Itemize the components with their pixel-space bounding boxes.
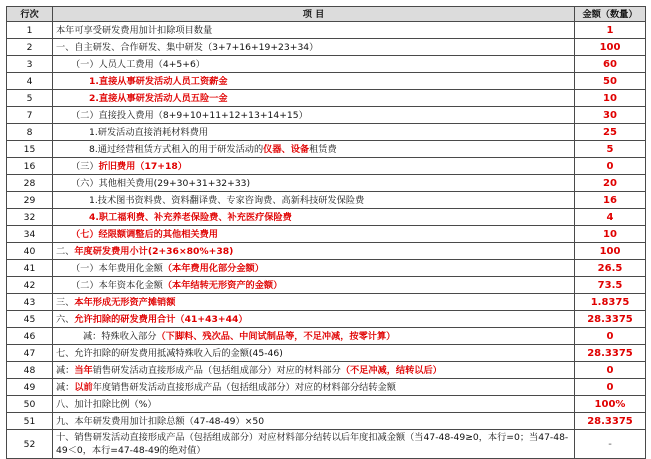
row-amount-cell: 0 [575, 328, 646, 345]
highlighted-text: 仪器、设备 [263, 143, 310, 155]
item-text: （一）本年费用化金额 [71, 262, 163, 274]
table-row [7, 22, 646, 39]
row-seq-cell: 28 [7, 175, 53, 192]
item-text: 8.通过经营租赁方式租入的用于研发活动的 [89, 143, 264, 155]
table-row [7, 107, 646, 124]
row-seq-cell: 7 [7, 107, 53, 124]
row-amount-cell: 5 [575, 141, 646, 158]
row-item-cell [53, 56, 575, 73]
row-amount-cell: 16 [575, 192, 646, 209]
row-seq-cell: 49 [7, 379, 53, 396]
row-seq-cell: 34 [7, 226, 53, 243]
row-amount-cell: 28.3375 [575, 311, 646, 328]
row-seq-cell: 50 [7, 396, 53, 413]
row-seq-cell: 45 [7, 311, 53, 328]
item-text: 年度销售研发活动直接形成产品（包括组成部分）对应的材料部分结转金额 [92, 381, 396, 393]
row-seq-cell: 5 [7, 90, 53, 107]
highlighted-text: 允许扣除的研发费用合计（41+43+44） [74, 313, 248, 325]
table-row [7, 226, 646, 243]
row-item-cell [53, 141, 575, 158]
item-text: （二）直接投入费用（8+9+10+11+12+13+14+15） [71, 109, 308, 121]
row-seq-cell: 15 [7, 141, 53, 158]
highlighted-text: （本年结转无形资产的金额） [162, 279, 283, 291]
row-seq-cell: 48 [7, 362, 53, 379]
row-item-cell [53, 158, 575, 175]
item-text: 租赁费 [309, 143, 337, 155]
table-row [7, 73, 646, 90]
row-seq-cell: 40 [7, 243, 53, 260]
item-text: 九、本年研发费用加计扣除总额（47-48-49）×50 [56, 415, 265, 427]
table-row [7, 362, 646, 379]
highlighted-text: （下脚料、残次品、中间试制品等，不足冲减，按零计算） [156, 330, 396, 342]
item-text: 减： [56, 364, 75, 376]
row-seq-cell: 2 [7, 39, 53, 56]
item-text: 六、 [56, 313, 75, 325]
row-item-cell [53, 22, 575, 39]
row-item-cell [53, 345, 575, 362]
row-amount-cell: 10 [575, 90, 646, 107]
item-text: 十、销售研发活动直接形成产品（包括组成部分）对应材料部分结转以后年度扣减金额（当47-48-49≥0，本行=0；当47-48-49＜0，本行=47-48-49的绝对值） [56, 432, 569, 456]
table-row [7, 39, 646, 56]
row-item-cell [53, 73, 575, 90]
highlighted-text: （本年费用化部分金额） [162, 262, 264, 274]
table-row [7, 158, 646, 175]
item-text: 1.研发活动直接消耗材料费用 [89, 126, 209, 138]
row-amount-cell: 1 [575, 22, 646, 39]
row-seq-cell: 32 [7, 209, 53, 226]
highlighted-text: （七）经限额调整后的其他相关费用 [71, 228, 218, 240]
item-text: 七、允许扣除的研发费用抵减特殊收入后的金额(45-46) [56, 347, 283, 359]
row-amount-cell: 100 [575, 39, 646, 56]
table-row [7, 175, 646, 192]
item-text: 本年可享受研发费用加计扣除项目数量 [56, 24, 213, 36]
row-seq-cell: 43 [7, 294, 53, 311]
row-item-cell [53, 430, 575, 459]
row-item-cell [53, 413, 575, 430]
row-amount-cell: 1.8375 [575, 294, 646, 311]
table-row [7, 277, 646, 294]
row-item-cell [53, 39, 575, 56]
row-item-cell [53, 226, 575, 243]
row-item-cell [53, 379, 575, 396]
row-item-cell [53, 277, 575, 294]
row-amount-cell: 0 [575, 379, 646, 396]
item-text: 八、加计扣除比例（%） [56, 398, 157, 410]
table-row [7, 141, 646, 158]
highlighted-text: 4.职工福利费、补充养老保险费、补充医疗保险费 [89, 211, 292, 223]
table-header-row [7, 7, 646, 22]
table-row [7, 311, 646, 328]
row-amount-cell: 30 [575, 107, 646, 124]
column-header-seq: 行次 [7, 7, 53, 22]
row-item-cell [53, 124, 575, 141]
item-text: （二）本年资本化金额 [71, 279, 163, 291]
row-amount-cell: 100 [575, 243, 646, 260]
table-row [7, 379, 646, 396]
row-item-cell [53, 175, 575, 192]
item-text: 减： [56, 381, 75, 393]
row-item-cell [53, 192, 575, 209]
item-text: 三、 [56, 296, 75, 308]
row-amount-cell: 0 [575, 362, 646, 379]
row-item-cell [53, 107, 575, 124]
row-amount-cell: 20 [575, 175, 646, 192]
row-seq-cell: 42 [7, 277, 53, 294]
row-seq-cell: 16 [7, 158, 53, 175]
row-amount-cell: 0 [575, 158, 646, 175]
row-seq-cell: 41 [7, 260, 53, 277]
highlighted-text: 年度研发费用小计(2+36×80%+38) [74, 245, 234, 257]
row-amount-cell: - [575, 430, 646, 459]
highlighted-text: 2.直接从事研发活动人员五险一金 [89, 92, 228, 104]
item-text: （三） [71, 160, 99, 172]
item-text: 销售研发活动直接形成产品（包括组成部分）对应的材料部分 [92, 364, 341, 376]
table-row [7, 243, 646, 260]
highlighted-text: （不足冲减，结转以后） [340, 364, 442, 376]
row-amount-cell: 25 [575, 124, 646, 141]
row-amount-cell: 10 [575, 226, 646, 243]
item-text: 1.技术图书资料费、资料翻译费、专家咨询费、高新科技研发保险费 [89, 194, 365, 206]
highlighted-text: 本年形成无形资产摊销额 [74, 296, 176, 308]
item-text: （六）其他相关费用(29+30+31+32+33) [71, 177, 251, 189]
row-item-cell [53, 243, 575, 260]
table-row [7, 328, 646, 345]
row-seq-cell: 47 [7, 345, 53, 362]
row-seq-cell: 3 [7, 56, 53, 73]
row-item-cell [53, 294, 575, 311]
row-amount-cell: 73.5 [575, 277, 646, 294]
row-item-cell [53, 396, 575, 413]
row-seq-cell: 8 [7, 124, 53, 141]
table-row [7, 345, 646, 362]
row-item-cell [53, 328, 575, 345]
highlighted-text: 当年 [74, 364, 93, 376]
table-row [7, 413, 646, 430]
row-seq-cell: 52 [7, 430, 53, 459]
item-text: （一）人员人工费用（4+5+6） [71, 58, 205, 70]
table-row [7, 124, 646, 141]
item-text: 减：特殊收入部分 [83, 330, 157, 342]
row-seq-cell: 51 [7, 413, 53, 430]
column-header-item: 项 目 [53, 7, 575, 22]
row-seq-cell: 46 [7, 328, 53, 345]
table-row [7, 430, 646, 459]
deduction-table-container [6, 6, 645, 459]
table-row [7, 294, 646, 311]
row-item-cell [53, 260, 575, 277]
row-amount-cell: 4 [575, 209, 646, 226]
table-row [7, 90, 646, 107]
table-row [7, 260, 646, 277]
table-row [7, 192, 646, 209]
row-amount-cell: 60 [575, 56, 646, 73]
row-amount-cell: 28.3375 [575, 413, 646, 430]
row-seq-cell: 1 [7, 22, 53, 39]
row-item-cell [53, 209, 575, 226]
table-row [7, 396, 646, 413]
row-item-cell [53, 311, 575, 328]
rd-deduction-table [6, 6, 646, 459]
row-seq-cell: 4 [7, 73, 53, 90]
highlighted-text: 以前 [74, 381, 93, 393]
highlighted-text: 1.直接从事研发活动人员工资薪金 [89, 75, 228, 87]
row-amount-cell: 50 [575, 73, 646, 90]
row-item-cell [53, 90, 575, 107]
row-amount-cell: 26.5 [575, 260, 646, 277]
item-text: 二、 [56, 245, 75, 257]
column-header-amount: 金额（数量） [575, 7, 646, 22]
highlighted-text: 折旧费用（17+18） [98, 160, 187, 172]
item-text: 一、自主研发、合作研发、集中研发（3+7+16+19+23+34） [56, 41, 319, 53]
row-item-cell [53, 362, 575, 379]
table-body [7, 22, 646, 459]
row-amount-cell: 28.3375 [575, 345, 646, 362]
row-amount-cell: 100% [575, 396, 646, 413]
table-row [7, 56, 646, 73]
row-seq-cell: 29 [7, 192, 53, 209]
table-row [7, 209, 646, 226]
